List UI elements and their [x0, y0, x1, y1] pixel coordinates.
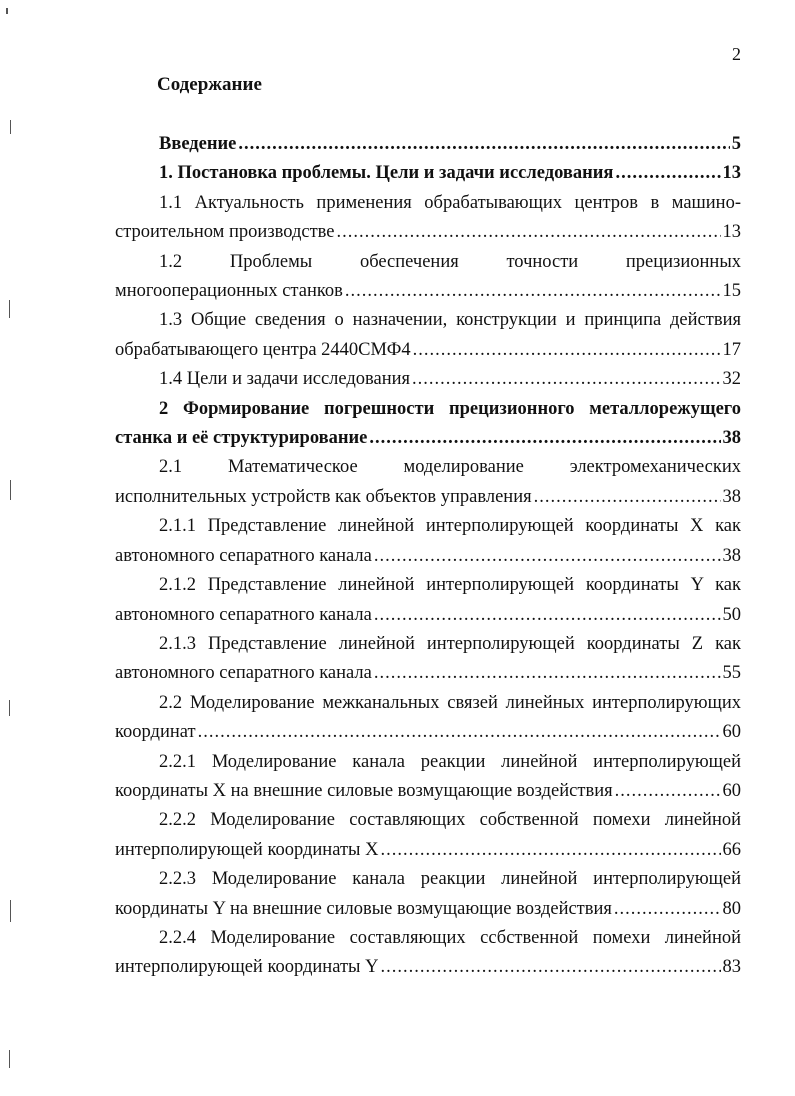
toc-entry	[115, 689, 741, 748]
toc-entry-title: 2 Формирование погрешности прецизионного металлорежущего	[159, 398, 741, 419]
toc-entry	[115, 159, 741, 188]
dot-leader	[380, 953, 720, 982]
toc-entry-title: 2.2.4 Моделирование составляющих ссбственной помехи линейной	[159, 927, 741, 948]
dot-leader	[615, 159, 720, 188]
dot-leader	[238, 130, 729, 159]
toc-entry	[115, 248, 741, 307]
toc-entry	[115, 806, 741, 865]
toc-entry-line	[115, 159, 741, 188]
toc-entry-line	[115, 336, 741, 365]
toc-entry-line	[115, 895, 741, 924]
toc-entry-line	[115, 542, 741, 571]
toc-entry-line	[115, 218, 741, 247]
toc-entry-title: 1.1 Актуальность применения обрабатывающих центров в машино-	[159, 192, 741, 213]
scan-speck	[9, 700, 10, 716]
toc-entry-title: автономного сепаратного канала	[115, 604, 372, 625]
toc-entry	[115, 512, 741, 571]
toc-entry-title: строительном производстве	[115, 222, 335, 243]
toc-entry	[115, 130, 741, 159]
toc-entry-title: 1.4 Цели и задачи исследования	[159, 369, 411, 390]
toc-entry-title: интерполирующей координаты Y	[115, 957, 379, 978]
toc-entry	[115, 453, 741, 512]
toc-page-number: 66	[722, 839, 741, 860]
toc-page-number: 38	[722, 486, 741, 507]
toc-entry-title: интерполирующей координаты X	[115, 839, 379, 860]
toc-page-number: 15	[722, 281, 741, 302]
toc-heading: Содержание	[157, 74, 262, 95]
toc-entry-line	[115, 601, 741, 630]
dot-leader	[337, 218, 721, 247]
dot-leader	[413, 336, 721, 365]
toc-entry-title: 2.2.1 Моделирование канала реакции линейной интерполирующей	[159, 751, 741, 772]
toc-entry-title: 2.2.3 Моделирование канала реакции линейной интерполирующей	[159, 869, 741, 890]
toc-entry-title: Введение	[159, 134, 237, 154]
scan-speck	[9, 1050, 10, 1068]
toc-entry	[115, 306, 741, 365]
toc-entry-title: координаты X на внешние силовые возмущающие воздействия	[115, 780, 613, 801]
toc-entry	[115, 189, 741, 248]
toc-entry-line	[115, 953, 741, 982]
page-number: 2	[732, 44, 741, 64]
scan-speck	[10, 120, 11, 134]
toc-entry-title: многооперационных станков	[115, 281, 343, 302]
toc-entry-line	[115, 777, 741, 806]
dot-leader	[380, 836, 720, 865]
toc-page-number: 60	[722, 780, 741, 801]
toc-entry-line	[115, 424, 741, 453]
toc-entry	[115, 630, 741, 689]
toc-entry-line	[115, 718, 741, 747]
toc-entry	[115, 865, 741, 924]
dot-leader	[374, 601, 721, 630]
scan-speck	[10, 480, 11, 500]
toc-entry-title: станка и её структурирование	[115, 428, 368, 449]
toc-entry	[115, 395, 741, 454]
dot-leader	[345, 277, 721, 306]
toc-entry	[115, 365, 741, 394]
toc-entry	[115, 924, 741, 983]
toc-entry-line	[115, 130, 741, 159]
dot-leader	[534, 483, 721, 512]
scan-speck	[6, 8, 8, 14]
toc-entry-title: автономного сепаратного канала	[115, 663, 372, 684]
toc-page-number: 60	[722, 722, 741, 743]
toc-entry-line	[115, 277, 741, 306]
toc-entry-title: координат	[115, 722, 196, 743]
toc-page-number: 17	[722, 339, 741, 360]
toc-entry-title: координаты Y на внешние силовые возмущающие воздействия	[115, 898, 612, 919]
toc-entry-title: 2.2.2 Моделирование составляющих собственной помехи линейной	[159, 810, 741, 831]
toc-entry-line	[115, 365, 741, 394]
toc-entry-title: исполнительных устройств как объектов управления	[115, 486, 532, 507]
toc-page-number: 13	[722, 163, 741, 184]
toc-page-number: 50	[722, 604, 741, 625]
toc-entry-title: 2.2 Моделирование межканальных связей линейных интерполирующих	[159, 692, 741, 713]
toc-entry-line	[115, 659, 741, 688]
toc-entry-title: 1. Постановка проблемы. Цели и задачи исследования	[159, 163, 614, 184]
toc-page-number: 55	[722, 663, 741, 684]
toc-entry-line	[115, 483, 741, 512]
toc-page-number: 38	[722, 428, 741, 449]
toc-entry-title: автономного сепаратного канала	[115, 545, 372, 566]
toc-page-number: 5	[731, 134, 741, 154]
toc-page-number: 83	[722, 957, 741, 978]
toc-entry	[115, 748, 741, 807]
toc-page-number: 13	[722, 222, 741, 243]
toc-entry-title: 2.1.1 Представление линейной интерполирующей координаты X как	[159, 516, 741, 537]
toc-page-number: 32	[722, 369, 741, 390]
dot-leader	[615, 777, 721, 806]
table-of-contents	[115, 130, 741, 983]
toc-entry-title: 1.2 Проблемы обеспечения точности прецизионных	[159, 251, 741, 272]
toc-entry	[115, 571, 741, 630]
dot-leader	[614, 895, 721, 924]
dot-leader	[369, 424, 720, 453]
scan-speck	[9, 300, 10, 318]
dot-leader	[374, 542, 721, 571]
toc-entry-title: 2.1.3 Представление линейной интерполирующей координаты Z как	[159, 633, 741, 654]
toc-entry-title: 1.3 Общие сведения о назначении, конструкции и принципа действия	[159, 310, 741, 331]
dot-leader	[374, 659, 721, 688]
toc-entry-title: 2.1.2 Представление линейной интерполирующей координаты Y как	[159, 575, 741, 596]
scan-speck	[10, 900, 11, 922]
toc-page-number: 80	[722, 898, 741, 919]
toc-entry-title: обрабатывающего центра 2440СМФ4	[115, 339, 411, 360]
toc-entry-title: 2.1 Математическое моделирование электромеханических	[159, 457, 741, 478]
dot-leader	[198, 718, 721, 747]
toc-entry-line	[115, 836, 741, 865]
dot-leader	[412, 365, 720, 394]
toc-page-number: 38	[722, 545, 741, 566]
